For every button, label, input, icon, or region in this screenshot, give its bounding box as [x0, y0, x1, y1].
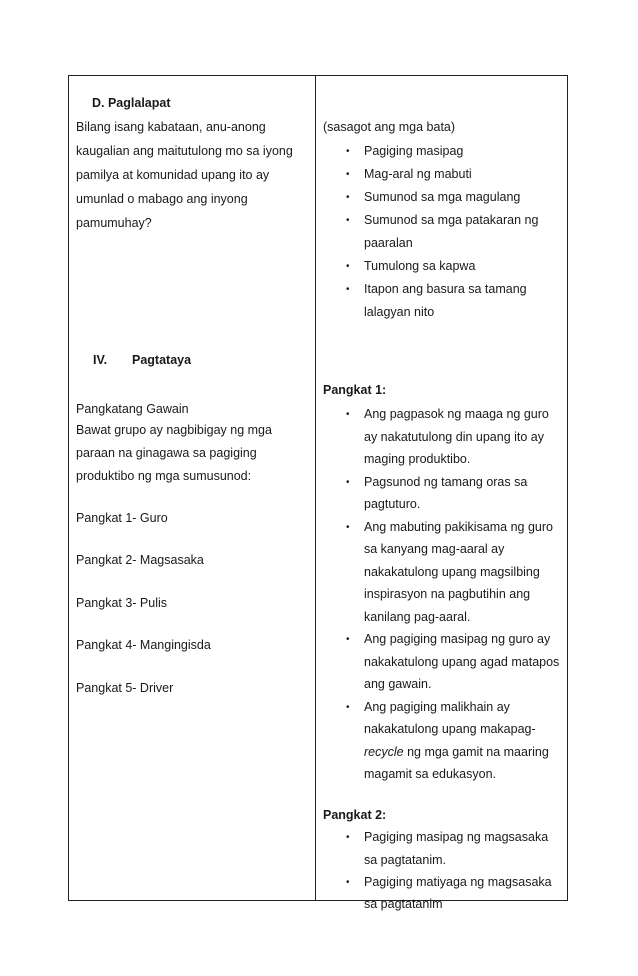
column-divider [315, 75, 316, 901]
bullet-icon: • [346, 702, 350, 713]
group1-line: maging produktibo. [364, 452, 471, 466]
group1-line: inspirasyon na pagbutihin ang [364, 587, 531, 601]
bullet-icon: • [346, 261, 350, 272]
group2-line: sa pagtatanim [364, 897, 443, 911]
activity-title: Pangkatang Gawain [76, 402, 189, 416]
question-line: pamilya at komunidad upang ito ay [76, 168, 270, 182]
bullet-icon: • [346, 192, 350, 203]
answer-bullet: Sumunod sa mga patakaran ng [364, 213, 539, 227]
group1-line-rest: ng mga gamit na maaring [403, 745, 549, 759]
bullet-icon: • [346, 832, 350, 843]
group2-line: Pagiging masipag ng magsasaka [364, 830, 549, 844]
question-line: pamumuhay? [76, 216, 152, 230]
section-iv-title: Pagtataya [132, 353, 192, 367]
instruction-line: Bawat grupo ay nagbibigay ng mga [76, 423, 272, 437]
instruction-line: produktibo ng mga sumusunod: [76, 469, 252, 483]
group1-line: Ang mabuting pakikisama ng guro [364, 520, 554, 534]
group-item: Pangkat 2- Magsasaka [76, 553, 204, 567]
bullet-icon: • [346, 877, 350, 888]
group1-line: kanilang pag-aaral. [364, 610, 471, 624]
answer-bullet-cont: paaralan [364, 236, 413, 250]
group2-line: Pagiging matiyaga ng magsasaka [364, 875, 552, 889]
group1-line: ang gawain. [364, 677, 432, 691]
group1-line: Ang pagiging malikhain ay [364, 700, 510, 714]
group1-line: nakakatulong upang makapag- [364, 722, 536, 736]
group1-line: Ang pagpasok ng maaga ng guro [364, 407, 549, 421]
recycle-word: recycle [364, 745, 404, 759]
group1-line: Ang pagiging masipag ng guro ay [364, 632, 551, 646]
group1-line: ay nakatutulong din upang ito ay [364, 430, 544, 444]
group1-line: pagtuturo. [364, 497, 421, 511]
section-iv-number: IV. [93, 353, 108, 367]
group2-heading: Pangkat 2: [323, 808, 387, 822]
answer-bullet-cont: lalagyan nito [364, 305, 435, 319]
question-line: kaugalian ang maitutulong mo sa iyong [76, 144, 293, 158]
group1-line: magamit sa edukasyon. [364, 767, 497, 781]
group1-line: Pagsunod ng tamang oras sa [364, 475, 528, 489]
group1-line: sa kanyang mag-aaral ay [364, 542, 505, 556]
group-item: Pangkat 5- Driver [76, 681, 174, 695]
group2-line: sa pagtatanim. [364, 853, 446, 867]
group1-heading: Pangkat 1: [323, 383, 387, 397]
group1-line: nakakatulong upang magsilbing [364, 565, 540, 579]
bullet-icon: • [346, 284, 350, 295]
bullet-icon: • [346, 409, 350, 420]
answer-bullet: Mag-aral ng mabuti [364, 167, 472, 181]
group-item: Pangkat 1- Guro [76, 511, 168, 525]
group-item: Pangkat 4- Mangingisda [76, 638, 211, 652]
question-line: umunlad o mabago ang inyong [76, 192, 248, 206]
question-line: Bilang isang kabataan, anu-anong [76, 120, 266, 134]
bullet-icon: • [346, 522, 350, 533]
answers-note: (sasagot ang mga bata) [323, 120, 456, 134]
answer-bullet: Sumunod sa mga magulang [364, 190, 521, 204]
group-item: Pangkat 3- Pulis [76, 596, 168, 610]
section-d-heading: D. Paglalapat [92, 96, 171, 110]
group1-line: nakakatulong upang agad matapos [364, 655, 560, 669]
bullet-icon: • [346, 634, 350, 645]
bullet-icon: • [346, 169, 350, 180]
answer-bullet: Itapon ang basura sa tamang [364, 282, 527, 296]
instruction-line: paraan na ginagawa sa pagiging [76, 446, 257, 460]
bullet-icon: • [346, 146, 350, 157]
answer-bullet: Pagiging masipag [364, 144, 464, 158]
bullet-icon: • [346, 215, 350, 226]
answer-bullet: Tumulong sa kapwa [364, 259, 476, 273]
bullet-icon: • [346, 477, 350, 488]
group1-line-mixed [364, 745, 549, 760]
